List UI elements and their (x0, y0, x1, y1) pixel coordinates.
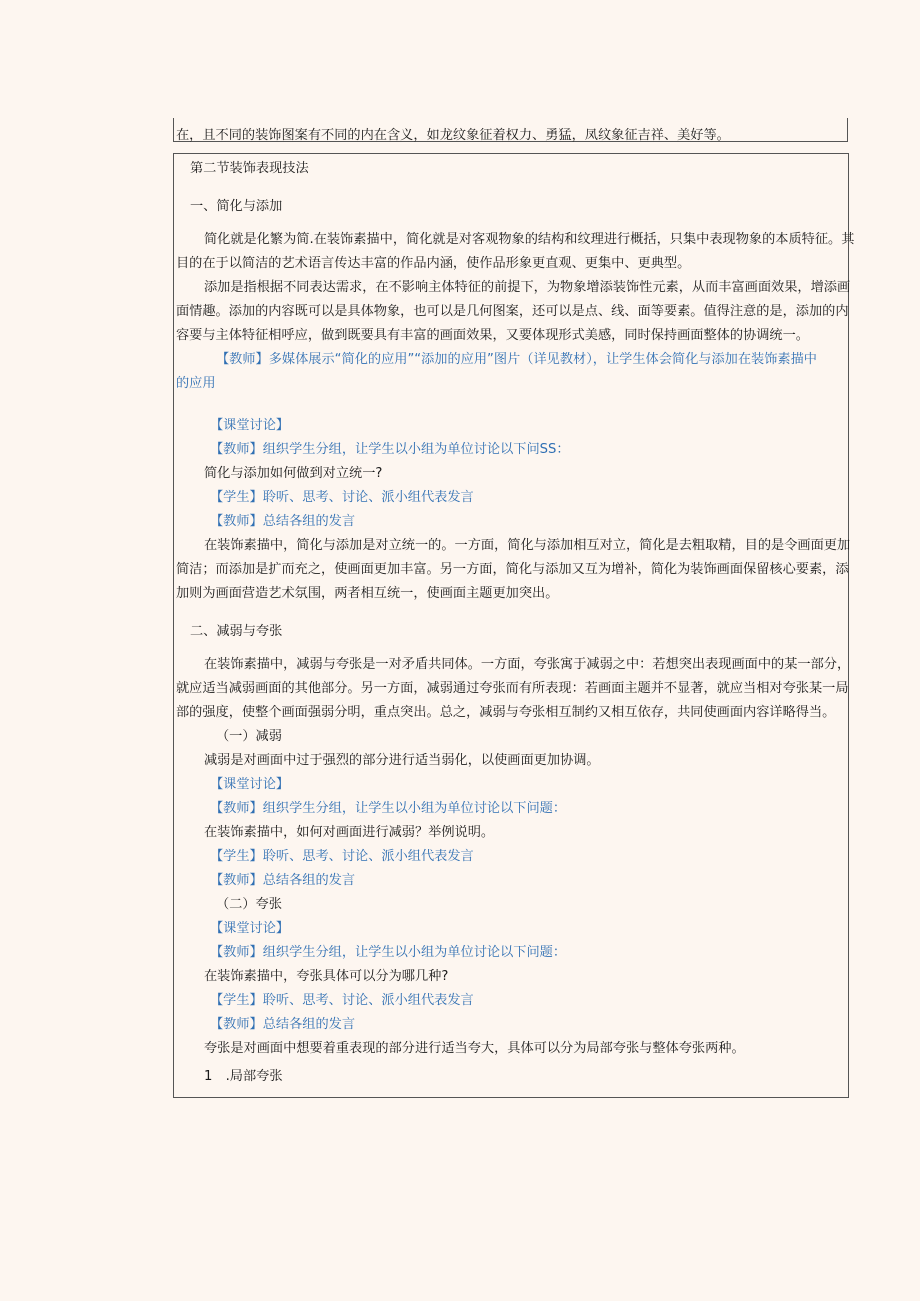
student-activity: 【学生】聆听、思考、讨论、派小组代表发言 (210, 490, 474, 505)
discussion-question: 简化与添加如何做到对立统一? (204, 466, 383, 481)
subheading-exaggerate: （二）夸张 (216, 897, 282, 912)
discussion-label: 【课堂讨论】 (210, 418, 290, 433)
teacher-summary: 【教师】总结各组的发言 (210, 1017, 356, 1032)
paragraph-weaken-exaggerate-line: 就应适当减弱画面的其他部分。另一方面，减弱通过夸张而有所表现：若画面主题并不显著，就应当相对夸张某一局 (176, 681, 849, 696)
teacher-instruction: 【教师】组织学生分组，让学生以小组为单位讨论以下问题： (210, 801, 567, 816)
heading-weaken-exaggerate: 二、减弱与夸张 (190, 624, 283, 639)
paragraph-weaken: 减弱是对画面中过于强烈的部分进行适当弱化，以使画面更加协调。 (204, 753, 600, 768)
paragraph-unity-line: 在装饰素描中，简化与添加是对立统一的。一方面，简化与添加相互对立，简化是去粗取精，目的是令画面更加 (204, 538, 851, 553)
paragraph-simplify-line: 简化就是化繁为简.在装饰素描中，简化就是对客观物象的结构和纹理进行概括，只集中表现物象的本质特征。其 (204, 232, 855, 247)
paragraph-weaken-exaggerate-line: 部的强度，使整个画面强弱分明，重点突出。总之，减弱与夸张相互制约又相互依存，共同使画面内容详略得当。 (176, 705, 836, 720)
student-activity: 【学生】聆听、思考、讨论、派小组代表发言 (210, 849, 474, 864)
discussion-question: 在装饰素描中，如何对画面进行减弱？举例说明。 (204, 825, 495, 840)
continued-paragraph-line: 在，且不同的装饰图案有不同的内在含义，如龙纹象征着权力、勇猛，凤纹象征吉祥、美好等。 (176, 128, 730, 143)
paragraph-add-line: 容要与主体特征相呼应，做到既要具有丰富的画面效果，又要体现形式美感，同时保持画面整体的协调统一。 (176, 328, 809, 343)
list-item-local-exaggeration: 1 .局部夸张 (204, 1069, 283, 1084)
paragraph-unity-line: 加则为画面营造艺术氛围，两者相互统一，使画面主题更加突出。 (176, 586, 559, 601)
student-activity: 【学生】聆听、思考、讨论、派小组代表发言 (210, 993, 474, 1008)
discussion-label: 【课堂讨论】 (210, 777, 290, 792)
paragraph-weaken-exaggerate-line: 在装饰素描中，减弱与夸张是一对矛盾共同体。一方面，夸张寓于减弱之中：若想突出表现画面中的某一部分， (204, 657, 851, 672)
section-title: 第二节装饰表现技法 (190, 161, 309, 176)
teacher-activity-line: 的应用 (176, 376, 216, 391)
paragraph-exaggerate: 夸张是对画面中想要着重表现的部分进行适当夸大，具体可以分为局部夸张与整体夸张两种。 (204, 1041, 745, 1056)
paragraph-simplify-line: 目的在于以简洁的艺术语言传达丰富的作品内涵，使作品形象更直观、更集中、更典型。 (176, 256, 691, 271)
previous-table-cell (173, 118, 848, 142)
teacher-instruction: 【教师】组织学生分组，让学生以小组为单位讨论以下问SS： (210, 442, 570, 457)
lesson-content-cell (173, 153, 855, 1098)
heading-simplify-add: 一、简化与添加 (190, 199, 283, 214)
subheading-weaken: （一）减弱 (216, 729, 282, 744)
teacher-summary: 【教师】总结各组的发言 (210, 514, 356, 529)
discussion-question: 在装饰素描中，夸张具体可以分为哪几种? (204, 969, 449, 984)
discussion-label: 【课堂讨论】 (210, 921, 290, 936)
teacher-summary: 【教师】总结各组的发言 (210, 873, 356, 888)
teacher-instruction: 【教师】组织学生分组，让学生以小组为单位讨论以下问题： (210, 945, 567, 960)
paragraph-add-line: 面情趣。添加的内容既可以是具体物象，也可以是几何图案，还可以是点、线、面等要素。值得注意的是，添加的内 (176, 304, 849, 319)
teacher-activity-line: 【教师】多媒体展示“简化的应用”“添加的应用”图片（详见教材），让学生体会简化与添加在装饰素描中 (216, 352, 817, 367)
paragraph-add-line: 添加是指根据不同表达需求，在不影响主体特征的前提下，为物象增添装饰性元素，从而丰富画面效果，增添画 (204, 280, 851, 295)
paragraph-unity-line: 简洁；而添加是扩而充之，使画面更加丰富。另一方面，简化与添加又互为增补，简化为装饰画面保留核心要素，添 (176, 562, 849, 577)
